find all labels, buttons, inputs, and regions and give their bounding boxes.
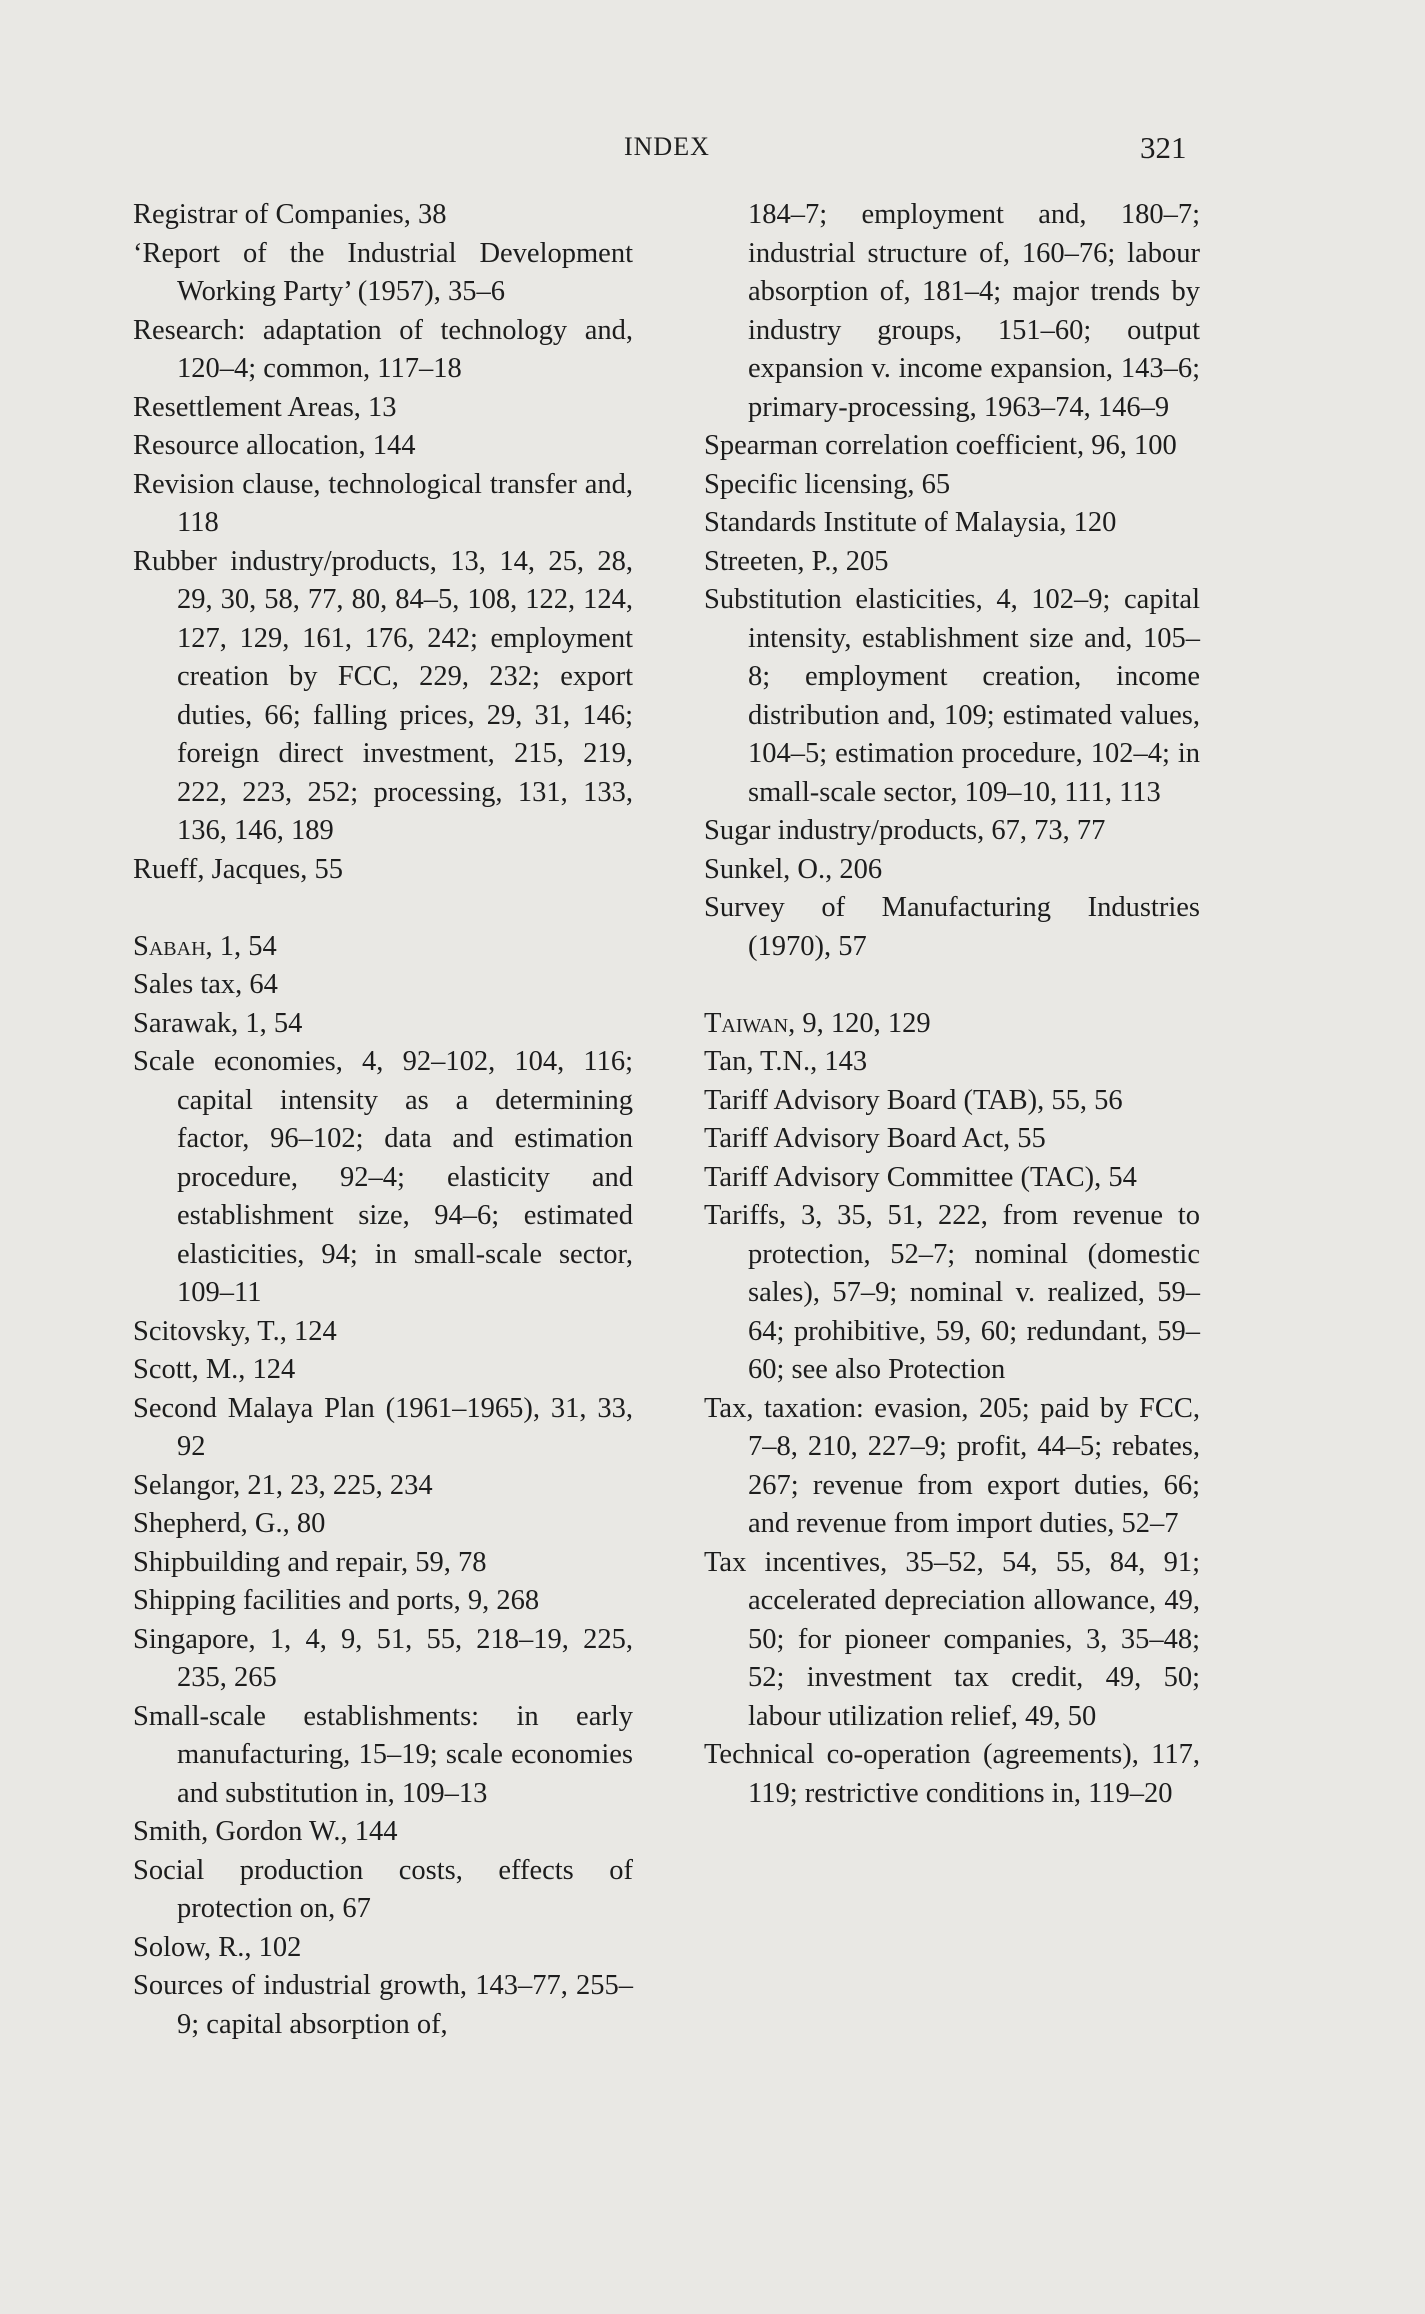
index-entry: Scitovsky, T., 124 [133,1315,337,1347]
index-entry: Shipbuilding and repair, 59, 78 [133,1546,487,1578]
index-entry: 184–7; employment and, 180–7; industrial structure of, 160–76; labour absorption of, 181–4; major trends by industry groups, 151–60; output expansion v. income expansion, 143–6; primary-processing, 1963–74, 146–9 [748,199,1200,423]
index-entry: Technical co-operation (agreements), 117, 119; restrictive conditions in, 119–20 [704,1739,1200,1809]
index-entry: Scale economies, 4, 92–102, 104, 116; capital intensity as a determining factor, 96–102; data and estimation procedure, 92–4; elasticity and establishment size, 94–6; estimated elasticities, 94; in small-scale sector, 109–11 [133,1046,633,1308]
index-entry: Taiwan, 9, 120, 129 [704,1007,931,1039]
index-entry: Tan, T.N., 143 [704,1046,868,1077]
index-entry: Solow, R., 102 [133,1931,302,1963]
index-entry: Spearman correlation coefficient, 96, 100 [704,430,1177,461]
index-entry: Smith, Gordon W., 144 [133,1816,398,1847]
index-entry: Small-scale establishments: in early manufacturing, 15–19; scale economies and substitution in, 109–13 [133,1700,633,1809]
page-number: 321 [1140,130,1187,165]
index-entry: Resource allocation, 144 [133,430,416,461]
index-entry: Shepherd, G., 80 [133,1508,326,1539]
index-entry: Sabah, 1, 54 [133,930,277,962]
index-entry: Scott, M., 124 [133,1354,296,1385]
index-entry: Sunkel, O., 206 [704,853,883,885]
index-entry: Tariff Advisory Board Act, 55 [704,1123,1046,1154]
index-entry: Tax incentives, 35–52, 54, 55, 84, 91; accelerated depreciation allowance, 49, 50; for pioneer companies, 3, 35–48; 52; investment tax credit, 49, 50; labour utilization relief, 49, 50 [704,1546,1200,1732]
index-entry: Survey of Manufacturing Industries (1970), 57 [704,892,1200,962]
index-entry: Resettlement Areas, 13 [133,391,397,423]
index-entry: Selangor, 21, 23, 225, 234 [133,1469,433,1501]
index-entry: Second Malaya Plan (1961–1965), 31, 33, 92 [133,1392,633,1462]
index-entry: Tariffs, 3, 35, 51, 222, from revenue to protection, 52–7; nominal (domestic sales), 57–9; nominal v. realized, 59–64; prohibitive, 59, 60; redundant, 59–60; see also Protection [704,1200,1200,1385]
index-entry: Singapore, 1, 4, 9, 51, 55, 218–19, 225, 235, 265 [133,1623,633,1693]
index-entry: Sarawak, 1, 54 [133,1007,303,1039]
index-entry: Tax, taxation: evasion, 205; paid by FCC, 7–8, 210, 227–9; profit, 44–5; rebates, 267; revenue from export duties, 66; and revenue from import duties, 52–7 [704,1392,1200,1539]
index-entry: Streeten, P., 205 [704,545,889,577]
index-entry: ‘Report of the Industrial Development Working Party’ (1957), 35–6 [133,237,633,307]
index-entry: Research: adaptation of technology and, 120–4; common, 117–18 [133,314,633,384]
running-head [0,132,1425,172]
index-entry: Rueff, Jacques, 55 [133,853,344,885]
index-entry: Standards Institute of Malaysia, 120 [704,507,1117,538]
index-entry: Registrar of Companies, 38 [133,199,447,230]
index-entry: Revision clause, technological transfer and, 118 [133,468,633,538]
running-head-title: INDEX [624,132,710,161]
index-entry: Substitution elasticities, 4, 102–9; capital intensity, establishment size and, 105–8; employment creation, income distribution and, 109; estimated values, 104–5; estimation procedure, 102–4; in small-scale sector, 109–10, 111, 113 [704,584,1200,808]
index-entry: Specific licensing, 65 [704,468,951,500]
index-entry: Sales tax, 64 [133,969,278,1000]
index-entry: Tariff Advisory Board (TAB), 55, 56 [704,1084,1123,1116]
index-entry: Sources of industrial growth, 143–77, 255–9; capital absorption of, [133,1970,633,2040]
index-entry: Rubber industry/products, 13, 14, 25, 28, 29, 30, 58, 77, 80, 84–5, 108, 122, 124, 127, 129, 161, 176, 242; employment creation by FCC, 229, 232; export duties, 66; falling prices, 29, 31, 146; foreign direct investment, 215, 219, 222, 223, 252; processing, 131, 133, 136, 146, 189 [133,545,633,846]
index-entry: Shipping facilities and ports, 9, 268 [133,1585,540,1616]
index-entry: Sugar industry/products, 67, 73, 77 [704,815,1106,846]
index-column-right [704,196,1200,1813]
index-column-left [133,196,633,2044]
index-entry: Social production costs, effects of protection on, 67 [133,1854,633,1924]
index-entry: Tariff Advisory Committee (TAC), 54 [704,1161,1137,1193]
